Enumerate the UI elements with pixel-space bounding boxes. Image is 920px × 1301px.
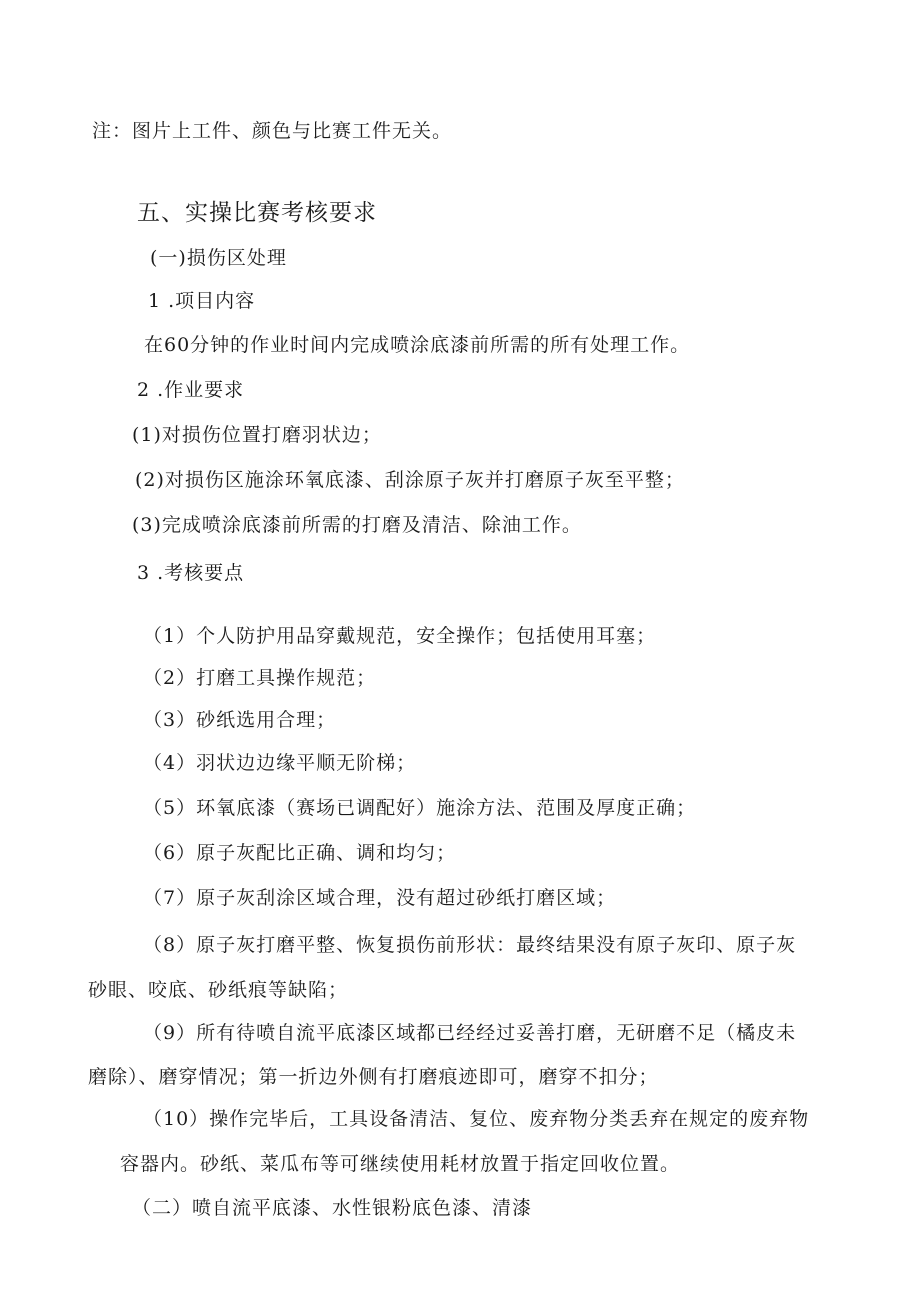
requirement-item: (3)完成喷涂底漆前所需的打磨及清洁、除油工作。 bbox=[132, 514, 582, 536]
requirement-item: (2)对损伤区施涂环氧底漆、刮涂原子灰并打磨原子灰至平整； bbox=[135, 469, 685, 491]
requirement-item: (1)对损伤位置打磨羽状边； bbox=[132, 424, 382, 446]
assessment-point: （6）原子灰配比正确、调和均匀； bbox=[143, 842, 457, 864]
assessment-point: （8）原子灰打磨平整、恢复损伤前形状：最终结果没有原子灰印、原子灰 bbox=[143, 934, 797, 956]
assessment-point: （2）打磨工具操作规范； bbox=[143, 667, 377, 689]
assessment-point-continued: 磨除）、磨穿情况；第一折边外侧有打磨痕迹即可，磨穿不扣分； bbox=[88, 1066, 659, 1088]
section-heading: 五、实操比赛考核要求 bbox=[137, 200, 377, 226]
assessment-point: （7）原子灰刮涂区域合理，没有超过砂纸打磨区域； bbox=[143, 887, 617, 909]
subsection-heading-2: （二）喷自流平底漆、水性银粉底色漆、清漆 bbox=[132, 1197, 533, 1219]
item-heading-content: 1 .项目内容 bbox=[148, 290, 256, 312]
assessment-point: （5）环氧底漆（赛场已调配好）施涂方法、范围及厚度正确； bbox=[143, 797, 697, 819]
image-note: 注：图片上工件、颜色与比赛工件无关。 bbox=[92, 120, 453, 142]
assessment-point-continued: 容器内。砂纸、菜瓜布等可继续使用耗材放置于指定回收位置。 bbox=[120, 1153, 681, 1175]
assessment-point: （4）羽状边边缘平顺无阶梯； bbox=[143, 752, 417, 774]
item-heading-requirements: 2 .作业要求 bbox=[137, 379, 245, 401]
item-heading-assessment: 3 .考核要点 bbox=[137, 562, 245, 584]
assessment-point: （10）操作完毕后，工具设备清洁、复位、废弃物分类丢弃在规定的废弃物 bbox=[143, 1108, 810, 1130]
assessment-point: （1）个人防护用品穿戴规范，安全操作；包括使用耳塞； bbox=[143, 625, 657, 647]
assessment-point: （3）砂纸选用合理； bbox=[143, 709, 337, 731]
item-content-text: 在60分钟的作业时间内完成喷涂底漆前所需的所有处理工作。 bbox=[144, 334, 691, 356]
assessment-point: （9）所有待喷自流平底漆区域都已经经过妥善打磨，无研磨不足（橘皮未 bbox=[143, 1022, 797, 1044]
subsection-heading-1: (一)损伤区处理 bbox=[150, 247, 287, 269]
assessment-point-continued: 砂眼、咬底、砂纸痕等缺陷； bbox=[88, 979, 349, 1001]
